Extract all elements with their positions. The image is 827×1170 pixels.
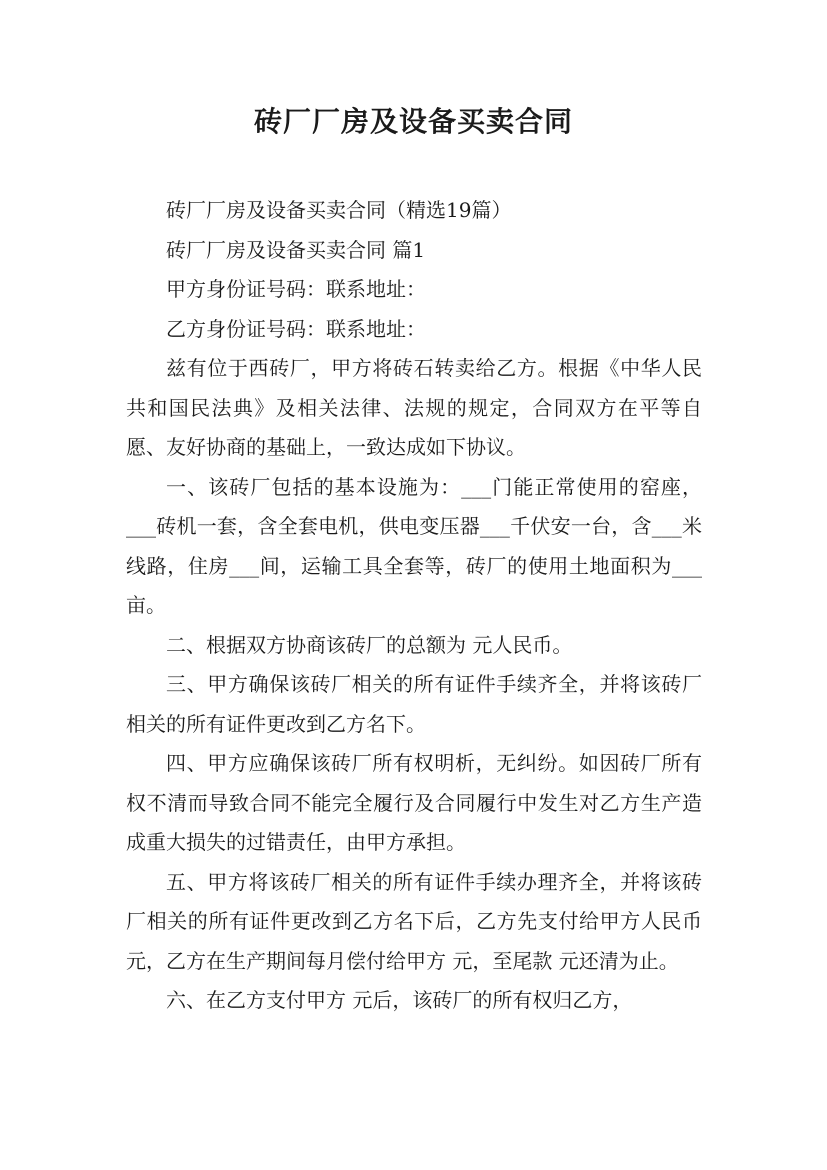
paragraph-clause-4: 四、甲方应确保该砖厂所有权明析，无纠纷。如因砖厂所有权不清而导致合同不能完全履行及合同履行中发生对乙方生产造成重大损失的过错责任，由甲方承担。 [126,751,702,854]
paragraph-preamble: 兹有位于西砖厂，甲方将砖石转卖给乙方。根据《中华人民共和国民法典》及相关法律、法规的规定，合同双方在平等自愿、友好协商的基础上，一致达成如下协议。 [126,356,702,459]
paragraph-clause-5: 五、甲方将该砖厂相关的所有证件手续办理齐全，并将该砖厂相关的所有证件更改到乙方名下后，乙方先支付给甲方人民币 元，乙方在生产期间每月偿付给甲方 元，至尾款 元还清为止。 [126,869,702,973]
paragraph-clause-6: 六、在乙方支付甲方 元后，该砖厂的所有权归乙方， [166,988,633,1012]
paragraph-party-a: 甲方身份证号码：联系地址： [166,277,426,301]
paragraph-clause-1: 一、该砖厂包括的基本设施为：___门能正常使用的窑座，___砖机一套，含全套电机，供电变压器___千伏安一台，含___米线路，住房___间，运输工具全套等，砖厂的使用土地面积为___亩。 [126,474,702,617]
paragraph-section-heading: 砖厂厂房及设备买卖合同 篇1 [166,237,426,262]
paragraph-party-b: 乙方身份证号码：联系地址： [166,316,426,341]
document-body [126,191,702,1021]
paragraph-clause-3: 三、甲方确保该砖厂相关的所有证件手续齐全，并将该砖厂相关的所有证件更改到乙方名下。 [126,672,702,736]
document-title: 砖厂厂房及设备买卖合同 [253,105,573,138]
paragraph-clause-2: 二、根据双方协商该砖厂的总额为 元人民币。 [166,632,573,657]
paragraph-subtitle: 砖厂厂房及设备买卖合同（精选19篇） [166,198,512,222]
